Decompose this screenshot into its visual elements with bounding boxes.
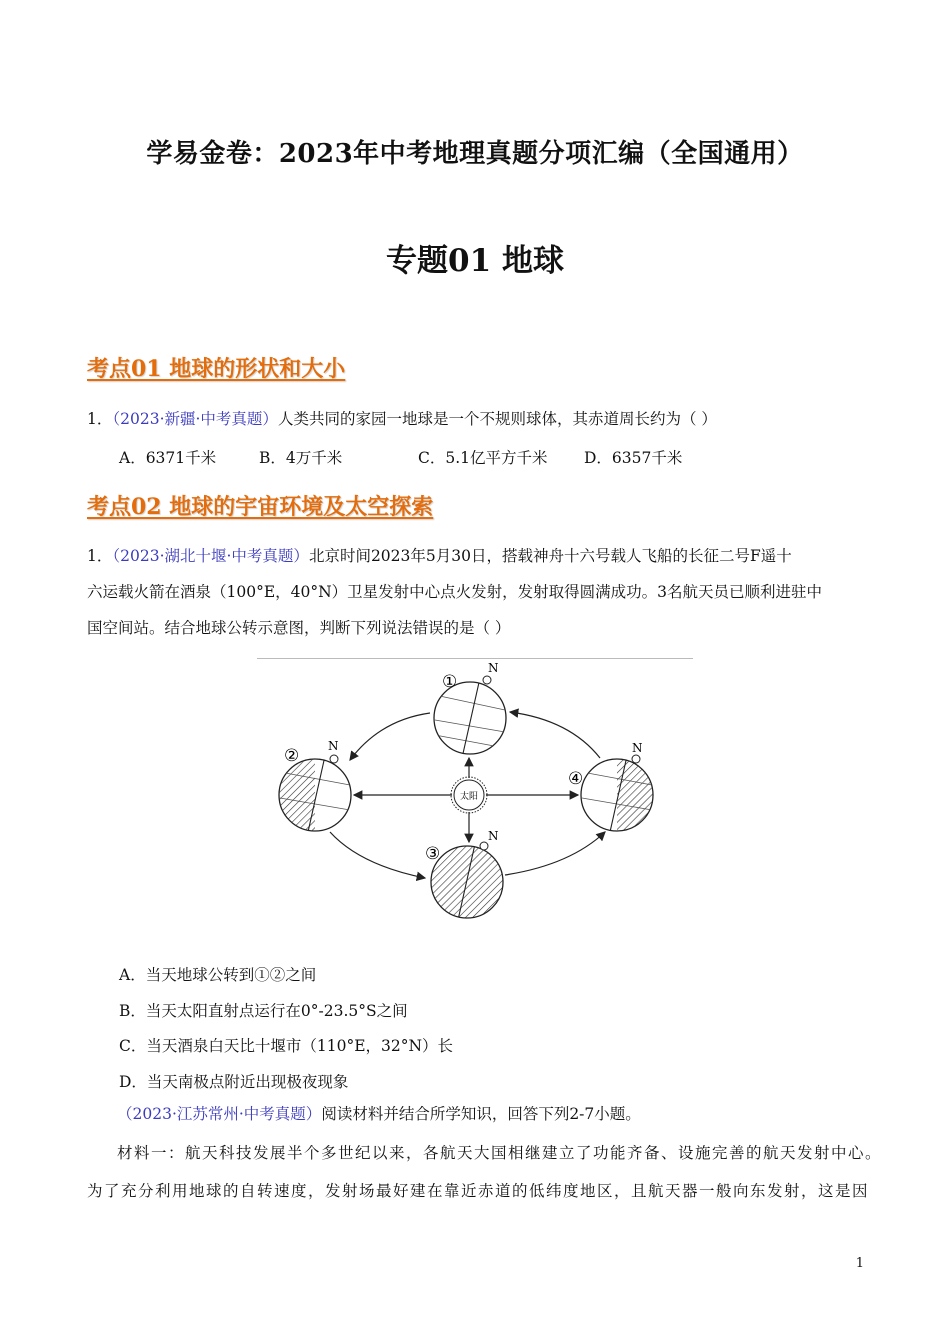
page-number: 1 [855,1256,864,1271]
sun-label: 太阳 [459,792,479,802]
earth-position-3 [431,842,503,920]
north-label: N [488,661,499,675]
material-intro [117,1096,641,1132]
question-1 [87,401,717,437]
section-heading-1: 考点01 地球的形状和大小 [87,356,346,382]
orbit-arrow [330,832,425,878]
option-a: A．当天地球公转到①②之间 [119,966,317,984]
orbit-arrow [510,712,600,758]
material-paragraph-line2: 为了充分利用地球的自转速度，发射场最好建在靠近赤道的低纬度地区，且航天器一般向东发射，这是因 [87,1182,870,1200]
question-number: 1． [87,547,113,565]
material-source: （2023·江苏常州·中考真题） [117,1105,322,1123]
position-label-4: ④ [568,769,584,789]
earth-position-2 [279,755,351,832]
north-label: N [328,739,339,753]
option-c: C．当天酒泉白天比十堰市（110°E，32°N）长 [119,1037,454,1055]
topic-title: 专题01 地球 [386,243,564,279]
question-number: 1． [87,410,113,428]
position-label-1: ① [442,672,458,692]
option-c: C．5.1亿平方千米 [418,449,548,467]
section-heading-2: 考点02 地球的宇宙环境及太空探索 [87,494,434,520]
question-2-line3: 国空间站。结合地球公转示意图，判断下列说法错误的是（ ） [87,619,511,637]
orbit-arrow [505,832,605,875]
north-label: N [632,741,643,755]
earth-position-4 [581,755,653,832]
figure-divider [257,658,693,659]
material-paragraph-line1: 材料一：航天科技发展半个多世纪以来，各航天大国相继建立了功能齐备、设施完善的航天发射中心。 [117,1144,883,1162]
option-d: D．6357千米 [584,449,683,467]
material-intro-text: 阅读材料并结合所学知识，回答下列2-7小题。 [321,1105,641,1123]
question-source: （2023·新疆·中考真题） [112,410,278,428]
question-2-line2: 六运载火箭在酒泉（100°E，40°N）卫星发射中心点火发射，发射取得圆满成功。3名航天员已顺利进驻中 [87,583,823,601]
option-d: D．当天南极点附近出现极夜现象 [119,1073,349,1091]
question-source: （2023·湖北十堰·中考真题） [112,547,309,565]
question-text: 人类共同的家园一地球是一个不规则球体，其赤道周长约为（ ） [277,410,717,428]
orbit-arrow [350,713,430,760]
earth-orbit-diagram [270,660,680,930]
document-title: 学易金卷：2023年中考地理真题分项汇编（全国通用） [146,139,804,169]
question-2-line1 [87,538,792,574]
question-text: 北京时间2023年5月30日，搭载神舟十六号载人飞船的长征二号F遥十 [308,547,792,565]
option-b: B．4万千米 [259,449,343,467]
option-b: B．当天太阳直射点运行在0°-23.5°S之间 [119,1002,408,1020]
option-a: A．6371千米 [119,449,217,467]
position-label-3: ③ [425,844,441,864]
north-label: N [488,829,499,843]
position-label-2: ② [284,746,300,766]
